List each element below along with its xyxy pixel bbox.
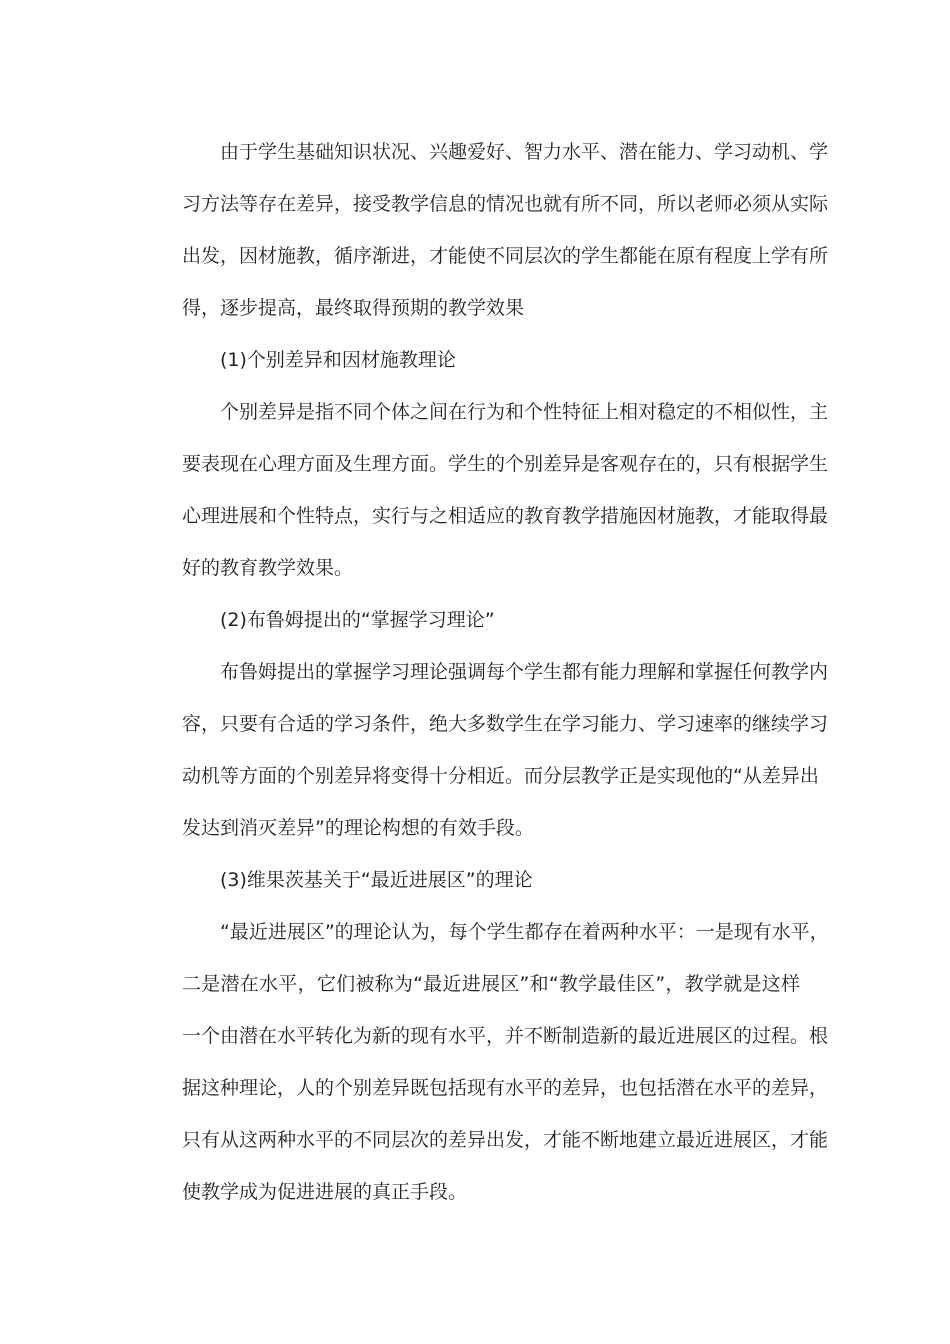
text-line: 心理进展和个性特点，实行与之相适应的教育教学措施因材施教，才能取得最	[182, 505, 829, 527]
section-heading-2	[144, 594, 800, 646]
document-body	[144, 126, 829, 1218]
paragraph-individual-difference	[144, 386, 829, 594]
text-line: 据这种理论，人的个别差异既包括现有水平的差异，也包括潜在水平的差异，	[182, 1077, 829, 1099]
text-line: 容，只要有合适的学习条件，绝大多数学生在学习能力、学习速率的继续学习	[182, 713, 829, 735]
section-heading-1	[144, 334, 800, 386]
text-line: 动机等方面的个别差异将变得十分相近。而分层教学正是实现他的“从差异出	[182, 765, 819, 787]
text-line: 发达到消灭差异”的理论构想的有效手段。	[182, 817, 534, 839]
text-line: 习方法等存在差异，接受教学信息的情况也就有所不同，所以老师必须从实际	[182, 193, 829, 215]
text-line: 一个由潜在水平转化为新的现有水平，并不断制造新的最近进展区的过程。根	[182, 1025, 829, 1047]
text-line: 由于学生基础知识状况、兴趣爱好、智力水平、潜在能力、学习动机、学	[220, 141, 829, 163]
section-heading-3	[144, 854, 800, 906]
text-line: 布鲁姆提出的掌握学习理论强调每个学生都有能力理解和掌握任何教学内	[220, 661, 829, 683]
paragraph-intro	[144, 126, 829, 334]
heading-text: (3)维果茨基关于“最近进展区”的理论	[220, 869, 533, 891]
heading-text: (2)布鲁姆提出的“掌握学习理论”	[220, 609, 495, 631]
text-line: 二是潜在水平，它们被称为“最近进展区”和“教学最佳区”，教学就是这样	[182, 973, 800, 995]
paragraph-vygotsky-theory	[144, 906, 829, 1218]
text-line: “最近进展区”的理论认为，每个学生都存在着两种水平：一是现有水平，	[220, 921, 829, 943]
heading-text: (1)个别差异和因材施教理论	[220, 349, 456, 371]
paragraph-bloom-theory	[144, 646, 829, 854]
text-line: 只有从这两种水平的不同层次的差异出发，才能不断地建立最近进展区，才能	[182, 1129, 829, 1151]
text-line: 个别差异是指不同个体之间在行为和个性特征上相对稳定的不相似性，主	[220, 401, 829, 423]
text-line: 使教学成为促进进展的真正手段。	[182, 1181, 468, 1203]
text-line: 好的教育教学效果。	[182, 557, 354, 579]
text-line: 要表现在心理方面及生理方面。学生的个别差异是客观存在的，只有根据学生	[182, 453, 829, 475]
text-line: 得，逐步提高，最终取得预期的教学效果	[182, 297, 525, 319]
text-line: 出发，因材施教，循序渐进，才能使不同层次的学生都能在原有程度上学有所	[182, 245, 829, 267]
